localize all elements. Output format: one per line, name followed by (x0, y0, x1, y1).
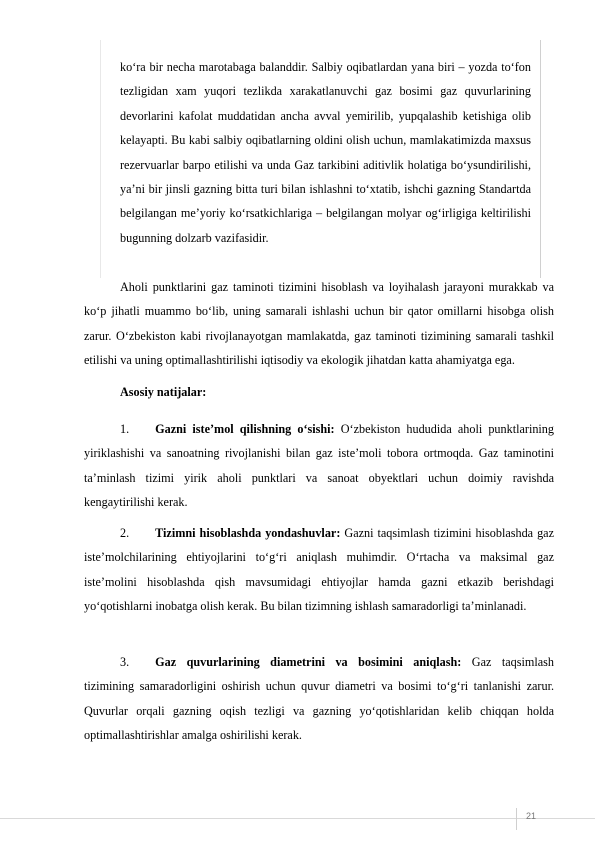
results-heading: Asosiy natijalar: (120, 385, 207, 399)
list-item-text: Gazni taqsimlash tizimini hisoblashda gaz iste’molchilarining ehtiyojlarini to‘g‘ri aniqlash muhimdir. O‘rtacha va maksimal gaz iste’molini hisoblashda qish mavsumidagi ehtiyojlar hamda gazni etkazib berishdagi yo‘qotishlarni inobatga olish kerak. Bu bilan tizimning ishlash samaradorligi ta’minlanadi. (84, 526, 554, 614)
list-item-title: Tizimni hisoblashda yondashuvlar: (155, 526, 341, 540)
paragraph-continuation (120, 55, 531, 250)
page-number: 21 (526, 811, 537, 821)
footer-divider (0, 818, 595, 819)
paragraph-1-text: ko‘ra bir necha marotabaga balanddir. Salbiy oqibatlardan yana biri – yozda to‘fon tezligidan xam yuqori tezlikda xarakatlanuvchi gaz bosimi gaz quvurlarining devorlarini kafolat muddatidan ancha avval yemirilib, yupqalashib ketishiga olib kelayapti. Bu kabi salbiy oqibatlarning oldini olish uchun, mamlakatimizda maxsus rezervuarlar barpo etilishi va unda Gaz tarkibini aditivlik holatiga bo‘ysundirilishi, ya’ni bir jinsli gazning bitta turi bilan ishlashni to‘xtatib, ishchi gazning Standartda belgilangan me’yoriy ko‘rsatkichlariga – belgilangan molyar og‘irligiga keltirilishi bugunning dolzarb vazifasidir. (120, 60, 531, 245)
paragraph-2-text: Aholi punktlarini gaz taminoti tizimini hisoblash va loyihalash jarayoni murakkab va ko‘p jihatli muammo bo‘lib, uning samarali ishlashi uchun bir qator omillarni hisobga olish zarur. O‘zbekiston kabi rivojlanayotgan mamlakatda, gaz taminoti tizimining samarali tashkil etilishi va uning optimallashtirilishi iqtisodiy va ekologik jihatdan katta ahamiyatga ega. (84, 280, 554, 368)
paragraph-gas-supply (84, 275, 554, 373)
text-frame-left-edge (100, 40, 101, 278)
list-item-2 (84, 521, 554, 619)
text-frame-right-edge (540, 40, 541, 278)
list-item-1 (84, 417, 554, 515)
list-item-number: 2. (120, 526, 130, 540)
list-item-3 (84, 650, 554, 748)
list-item-text: O‘zbekiston hududida aholi punktlarining yiriklashishi va sanoatning rivojlanishi bilan gaz iste’moli tobora ortmoqda. Gaz taminotini ta’minlash tizimi yirik aholi punktlari va sanoat obyektlari uchun doimiy ravishda kengaytirilishi kerak. (84, 422, 554, 510)
page-number-box (516, 808, 561, 830)
list-item-title: Gaz quvurlarining diametrini va bosimini aniqlash: (155, 655, 462, 669)
list-item-title: Gazni iste’mol qilishning o‘sishi: (155, 422, 335, 436)
list-item-number: 3. (120, 655, 130, 669)
list-item-text: Gaz taqsimlash tizimining samaradorligini oshirish uchun quvur diametri va bosimi to‘g‘ri tanlanishi zarur. Quvurlar orqali gazning oqish tezligi va gazning yo‘qotishlaridan kelib chiqqan holda optimallashtirishlar amalga oshirilishi kerak. (84, 655, 554, 743)
list-item-number: 1. (120, 422, 130, 436)
